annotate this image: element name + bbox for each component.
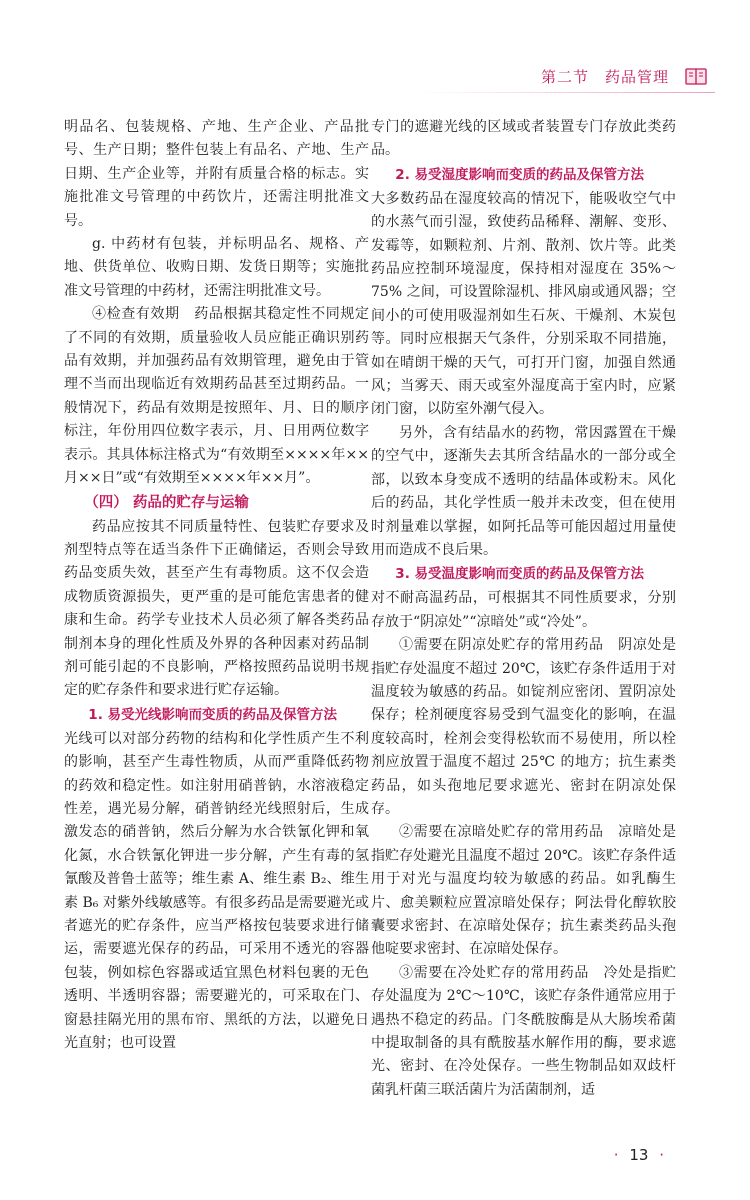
paragraph: 对不耐高温药品，可根据其不同性质要求，分别存放于“阴凉处”“凉暗处”或“冷处”。: [371, 590, 676, 630]
paragraph: ①需要在阴凉处贮存的常用药品 阴凉处是指贮存处温度不超过 20℃，该贮存条件适用于对温度较为敏感的药品。如锭剂应密闭、置阴凉处保存；栓剂硬度容易受到气温变化的影响，在温度较高时，栓剂会变得松软而不易使用，所以栓剂应放置于温度不超过 25℃ 的地方；抗生素类药品，如头孢地尼要求遮光、密封在阴凉处保存。: [371, 637, 676, 817]
subsection-heading: 1. 易受光线影响而变质的药品及保管方法: [88, 706, 338, 723]
header-rule: [420, 92, 715, 93]
section-title: 第二节 药品管理: [541, 68, 670, 86]
footer-dot-right: ·: [659, 1146, 664, 1164]
subsection-heading: 3. 易受温度影响而变质的药品及保管方法: [395, 566, 645, 583]
left-column: [64, 116, 369, 1055]
paragraph: 光线可以对部分药物的结构和化学性质产生不利的影响，甚至产生毒性物质，从而严重降低药物的药效和稳定性。如注射用硝普钠，水溶液稳定性差，遇光易分解，硝普钠经光线照射后，生成激发态的硝普钠，然后分解为水合铁氰化钾和氧化氮，水合铁氰化钾进一步分解，产生有毒的氢氰酸及普鲁士蓝等；维生素 A、维生素 B₂、维生素 B₆ 对紫外线敏感等。有很多药品是需要避光或者遮光的贮存条件，应当严格按包装要求进行储运，需要遮光保存的药品，可采用不透光的容器包装，例如棕色容器或适宜黑色材料包裹的无色透明、半透明容器；需要避光的，可采取在门、窗悬挂隔光用的黑布帘、黑纸的方法，以避免日光直射；也可设置: [64, 730, 369, 1052]
footer-dot-left: ·: [613, 1146, 619, 1164]
section-heading: （四） 药品的贮存与运输: [84, 494, 249, 511]
paragraph: 大多数药品在湿度较高的情况下，能吸收空气中的水蒸气而引湿，致使药品稀释、潮解、变形、发霉等，如颗粒剂、片剂、散剂、饮片等。此类药品应控制环境湿度，保持相对湿度在 35%～75% 之间，可设置除湿机、排风扇或通风器；空间小的可使用吸湿剂如生石灰、干燥剂、木炭包等。同时应根据天气条件，分别采取不同措施，如在晴朗干燥的天气，可打开门窗，加强自然通风；当雾天、雨天或室外湿度高于室内时，应紧闭门窗，以防室外潮气侵入。: [371, 190, 676, 418]
page-footer: [608, 1146, 670, 1164]
paragraph: 明品名、包装规格、产地、生产企业、产品批号、生产日期；整件包装上有品名、产地、生产日期、生产企业等，并附有质量合格的标志。实施批准文号管理的中药饮片，还需注明批准文号。: [64, 119, 369, 229]
book-icon: [683, 64, 709, 92]
page-number: 13: [629, 1146, 649, 1164]
paragraph: ④检查有效期 药品根据其稳定性不同规定了不同的有效期，质量验收人员应能正确识别药品有效期，并加强药品有效期管理，避免由于管理不当而出现临近有效期药品甚至过期药品。一般情况下，药品有效期是按照年、月、日的顺序标注，年份用四位数字表示，月、日用两位数字表示。其具体标注格式为“有效期至××××年××月××日”或“有效期至××××年××月”。: [64, 306, 369, 487]
paragraph: 药品应按其不同质量特性、包装贮存要求及剂型特点等在适当条件下正确储运，否则会导致药品变质失效，甚至产生有毒物质。这不仅会造成物质资源损失，更严重的是可能危害患者的健康和生命。药学专业技术人员必须了解各类药品制剂本身的理化性质及外界的各种因素对药品制剂可能引起的不良影响，严格按照药品说明书规定的贮存条件和要求进行贮存运输。: [64, 518, 369, 699]
subsection-heading: 2. 易受湿度影响而变质的药品及保管方法: [395, 166, 645, 183]
paragraph: g. 中药材有包装，并标明品名、规格、产地、供货单位、收购日期、发货日期等；实施批准文号管理的中药材，还需注明批准文号。: [64, 236, 369, 299]
paragraph: ②需要在凉暗处贮存的常用药品 凉暗处是指贮存处避光且温度不超过 20℃。该贮存条件适用于对光与温度均较为敏感的药品。如乳酶生片、愈美颗粒应置凉暗处保存；阿法骨化醇软胶囊要求密封、在凉暗处保存；抗生素类药品头孢他啶要求密封、在凉暗处保存。: [371, 824, 676, 958]
paragraph: 另外，含有结晶水的药物，常因露置在干燥的空气中，逐渐失去其所含结晶水的一部分或全部，以致本身变成不透明的结晶体或粉末。风化后的药品，其化学性质一般并未改变，但在使用时剂量难以掌握，如阿托品等可能因超过用量使用而造成不良后果。: [371, 424, 676, 558]
right-column: [371, 116, 676, 1102]
paragraph: ③需要在冷处贮存的常用药品 冷处是指贮存处温度为 2℃～10℃，该贮存条件通常应用于遇热不稳定的药品。门冬酰胺酶是从大肠埃希菌中提取制备的具有酰胺基水解作用的酶，要求遮光、密封、在冷处保存。一些生物制品如双歧杆菌乳杆菌三联活菌片为活菌制剂，适: [371, 964, 676, 1098]
page-header: [535, 64, 715, 92]
paragraph: 专门的遮避光线的区域或者装置专门存放此类药品。: [371, 119, 676, 159]
